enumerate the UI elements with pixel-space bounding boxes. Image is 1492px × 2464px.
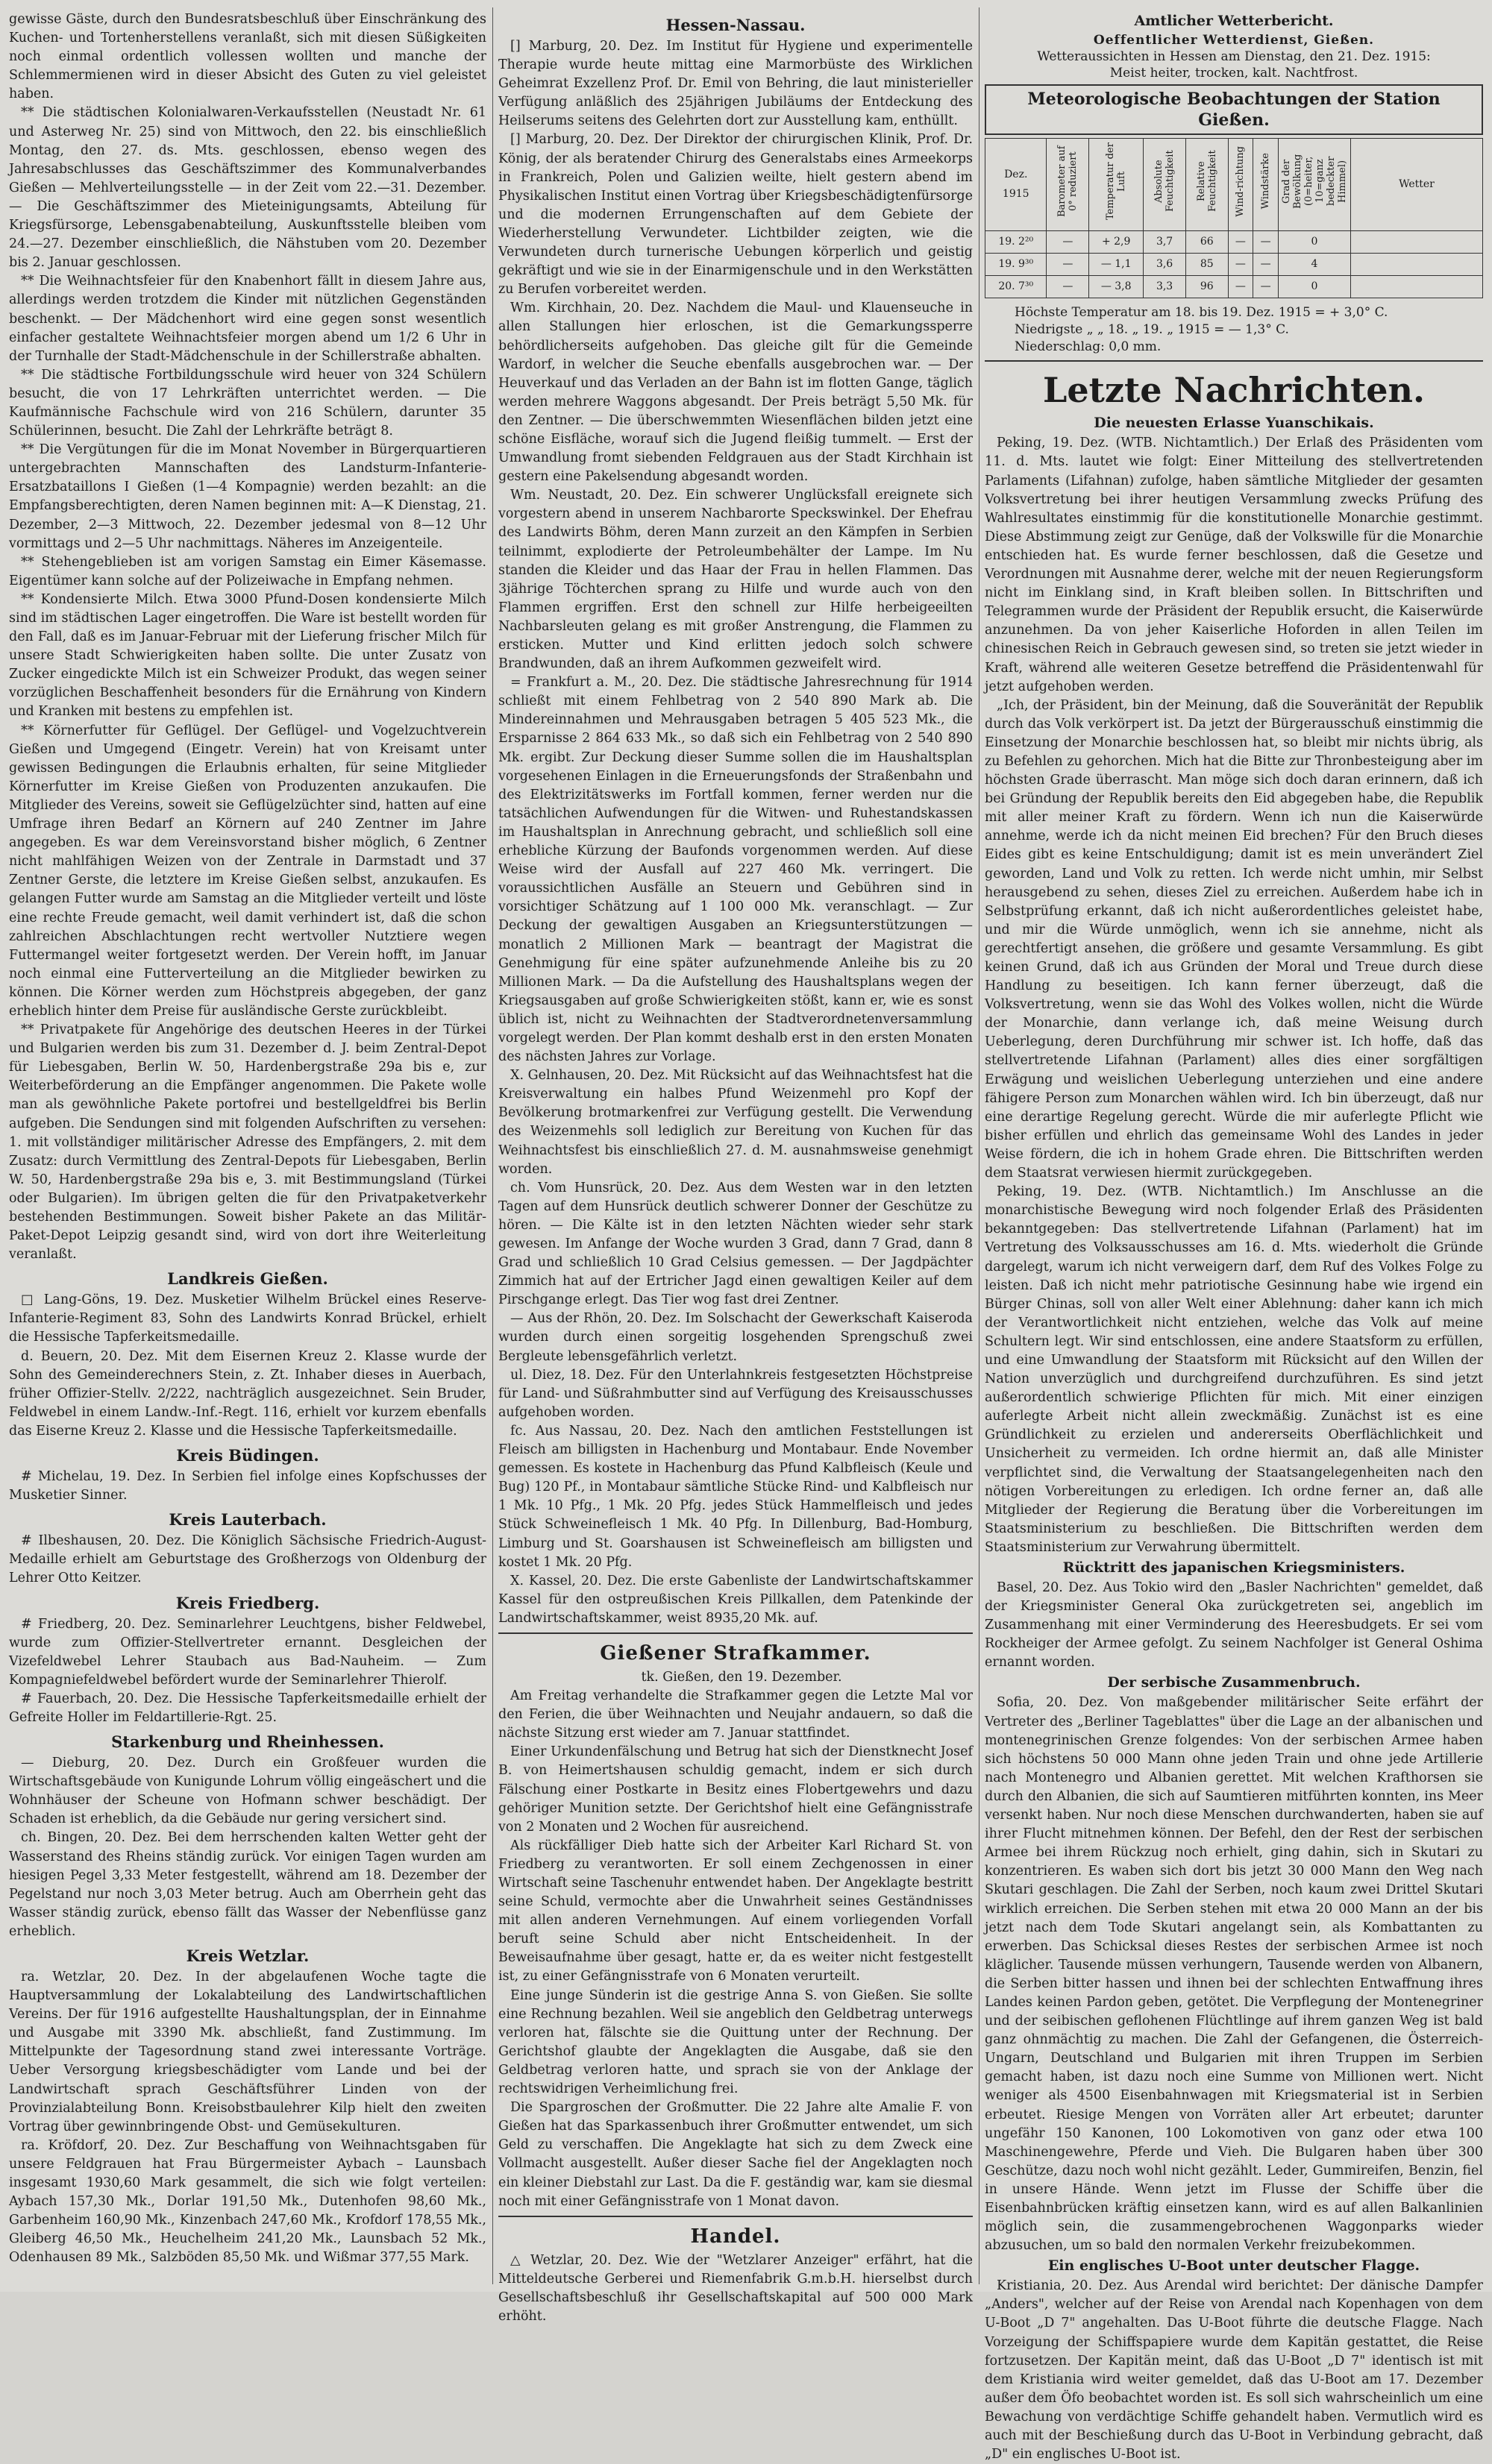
temp-high: Höchste Temperatur am 18. bis 19. Dez. 1915 = + 3,0° C. <box>1015 305 1388 321</box>
letzte-nachrichten-heading: Letzte Nachrichten. <box>1043 370 1425 411</box>
article-paragraph: Als rückfälliger Dieb hatte sich der Arbeiter Karl Richard St. von Friedberg zu verantworten. Er soll einem Zechgenossen in einer Wirtschaft seine Taschenuhr entwendet haben. Der Angeklagte bestritt seine Schuld, vermochte aber die Unwahrheit seines Geständnisses mit allen anderen Vernehmungen. Auf einem vorliegenden Vorfall beruft seine Schuld aber nicht Entscheidenheit. In der Beweisaufnahme über gesagt, hatte er, da es weiter nicht festgestellt ist, zu einer Gefängnisstrafe von 6 Monaten verurteilt. <box>498 1838 973 1984</box>
article-paragraph: △ Wetzlar, 20. Dez. Wie der "Wetzlarer Anzeiger" erfährt, hat die Mitteldeutsche Gerberei und Riemenfabrik G.m.b.H. hierselbst durch Gesellschaftsbeschluß ihr Gesellschaftskapital auf 500 000 Mark erhöht. <box>498 2252 973 2324</box>
article-paragraph: ** Die städtische Fortbildungsschule wird heuer von 324 Schülern besucht, die von 17 Lehrkräften unterrichtet werden. — Die Kaufmännische Fachschule wird von 216 Schülern, darunter 35 Schülerinnen, besucht. Die Zahl der Lehrkräfte beträgt 8. <box>9 367 486 439</box>
column-rule <box>492 7 493 2284</box>
article-paragraph: Basel, 20. Dez. Aus Tokio wird den „Basler Nachrichten" gemeldet, daß der Kriegsminister General Oka zurückgetreten sei, angeblich im Zusammenhang mit einer Verminderung des Heeresbudgets. Er sei vom Rockheiger der Armee gefolgt. Zu seinem Nachfolger ist General Oshima ernannt worden. <box>985 1580 1483 1671</box>
article-paragraph: # Michelau, 19. Dez. In Serbien fiel infolge eines Kopfschusses der Musketier Sinner. <box>9 1469 486 1503</box>
article-paragraph: □ Lang-Göns, 19. Dez. Musketier Wilhelm Brückel eines Reserve-Infanterie-Regiment 83, Sohn des Landwirts Konrad Brückel, erhielt die Hessische Tapferkeitsmedaille. <box>9 1292 486 1345</box>
article-paragraph: ch. Vom Hunsrück, 20. Dez. Aus dem Westen war in den letzten Tagen auf dem Hunsrück deutlich schwerer Donner der Geschütze zu hören. — Die Kälte ist in den letzten Nächten wieder sehr stark gewesen. Im Anfange der Woche wurden 3 Grad, dann 7 Grad, dann 8 Grad und schließlich 10 Grad Celsius gemessen. — Der Jagdpächter Zimmich hat auf der Ertricher Jagd einen gewaltigen Keiler auf dem Pirschgange erlegt. Das Tier wog fast drei Zentner. <box>498 1180 973 1308</box>
article-paragraph: = Frankfurt a. M., 20. Dez. Die städtische Jahresrechnung für 1914 schließt mit einem Fehlbetrag von 2 540 890 Mark ab. Die Mindereinnahmen und Mehrausgaben betragen 5 405 523 Mk., die Ersparnisse 2 864 633 Mk., so daß sich ein Fehlbetrag von 2 540 890 Mk. ergibt. Zur Deckung dieser Summe sollen die im Haushaltsplan vorgesehenen Einlagen in die Erneuerungsfonds der Straßenbahn und des Elektrizitätswerks im Fortfall kommen, ferner werden nur die tatsächlichen Aufwendungen für die Witwen- und Ruhestandskassen im Haushaltsplan in Anrechnung gebracht, und schließlich soll eine erhebliche Kürzung der Baufonds vorgenommen werden. Auf diese Weise wird der Ausfall auf 227 460 Mk. verringert. Die voraussichtlichen Ausfälle an Steuern und Gebühren sind in vorsichtiger Schätzung auf 1 100 000 Mk. veranschlagt. — Zur Deckung der gewaltigen Ausgaben an Kriegsunterstützungen — monatlich 2 Millionen Mark — beantragt der Magistrat die Genehmigung für eine später aufzunehmende Anleihe bis zu 20 Millionen Mark. — Da die Aufstellung des Haushaltsplans wegen der Kriegsausgaben auf große Schwierigkeiten stößt, kann er, wie es sonst üblich ist, nicht zu Weihnachten der Stadtverordnetenversammlung vorgelegt werden. Der Plan kommt deshalb erst in den ersten Monaten des nächsten Jahres zur Vorlage. <box>498 675 973 1065</box>
article-paragraph: ** Kondensierte Milch. Etwa 3000 Pfund-Dosen kondensierte Milch sind im städtischen Lager eingetroffen. Die Ware ist bestellt worden für den Fall, daß es im Januar-Februar mit der Lieferung frischer Milch für unsere Stadt Schwierigkeiten haben sollte. Die unter Zusatz von Zucker eingedickte Milch ist ein Schweizer Produkt, das wegen seiner vorzüglichen Beschaffenheit besonders für die Ernährung von Kindern und Kranken mit bestens zu empfehlen ist. <box>9 591 486 720</box>
subheading: Rücktritt des japanischen Kriegsministers. <box>1062 1559 1405 1576</box>
article-paragraph: gewisse Gäste, durch den Bundesratsbeschluß über Einschränkung des Kuchen- und Tortenherstellens veranlaßt, sich mit diesen Süßigkeiten noch einmal ordentlich vollessen wollten und manche der Schlemmermienen wird in dieser Absicht des Guten zu viel geleistet haben. <box>9 12 486 102</box>
article-paragraph: Wm. Neustadt, 20. Dez. Ein schwerer Unglücksfall ereignete sich vorgestern abend in unserem Nachbarorte Speckswinkel. Der Ehefrau des Landwirts Böhm, deren Mann zurzeit an den Kämpfen in Serbien teilnimmt, explodierte der Petroleumbehälter der Lampe. Im Nu standen die Kleider und das Haar der Frau in hellen Flammen. Das 3jährige Töchterchen sprang zu Hilfe und wurde auch von den Flammen ergriffen. Erst den schnell zur Hilfe herbeigeeilten Nachbarsleuten gelang es mit großer Anstrengung, die Flammen zu ersticken. Mutter und Kind erlitten jedoch solch schwere Brandwunden, daß an ihrem Aufkommen gezweifelt wird. <box>498 488 973 672</box>
subheading: Die neuesten Erlasse Yuanschikais. <box>1094 415 1374 432</box>
precipitation: Niederschlag: 0,0 mm. <box>1015 339 1162 355</box>
article-paragraph: ** Die Vergütungen für die im Monat November in Bürgerquartieren untergebrachten Mannschaften des Landsturm-Infanterie-Ersatzbataillons I Gießen (1—4 Kompagnie) werden bezahlt: an die Empfangsberechtigten, deren Namen beginnen mit: A—K Dienstag, 21. Dezember, 2—3 Mittwoch, 22. Dezember jedesmal von 8—12 Uhr vormittags und 2—5 Uhr nachmittags. Näheres im Anzeigenteile. <box>9 442 486 551</box>
weather-service: Oeffentlicher Wetterdienst, Gießen. <box>1093 33 1375 48</box>
met-header: Absolute Feuchtigkeit <box>1144 139 1186 231</box>
article-paragraph: ** Die Weihnachtsfeier für den Knabenhort fällt in diesem Jahre aus, allerdings werden trotzdem die Kinder mit nützlichen Gegenständen beschenkt. — Der Mädchenhort wird eine gegen sonst wesentlich einfacher gestaltete Weihnachtsfeier morgen abend um 1/2 6 Uhr in der Turnhalle der Stadt-Mädchenschule in der Schillerstraße abhalten. <box>9 274 486 364</box>
section-heading: Kreis Büdingen. <box>176 1446 319 1465</box>
article-paragraph: Wm. Kirchhain, 20. Dez. Nachdem die Maul- und Klauenseuche in allen Stallungen hier erloschen, ist die Gemarkungssperre behördlicherseits aufgehoben. Das gleiche gilt für die Gemeinde Wardorf, in welcher die Seuche ebenfalls ausgebrochen war. — Der Heuverkauf und das Verladen an der Bahn ist im flotten Gange, täglich werden mehrere Waggons abgesandt. Der Preis beträgt 5,50 Mk. für den Zentner. — Die überschwemmten Wiesenflächen bilden jetzt eine schöne Eisfläche, worauf sich die Jugend fleißig tummelt. — Erst der Umwandlung fromt siebenden Feldgrauen aus der Stadt Kirchhain ist gestern eine Pakelsendung abgesandt worden. <box>498 301 973 485</box>
column-middle <box>498 10 973 2324</box>
article-paragraph: Sofia, 20. Dez. Von maßgebender militärischer Seite erfährt der Vertreter des „Berliner Tageblattes" über die Lage an der albanischen und montenegrinischen Grenze folgendes: Von der serbischen Armee haben sich höchstens 50 000 Mann ohne jeden Train und ohne jede Artillerie nach Montenegro und Albanien gerettet. Mit welchen Krafthorsen sie durch den Albanien, die sich auf Saumtieren mitführten konnten, ins Meer versenkt haben. Nur noch diese Menschen durchwanderten, haben sie auf ihrer Flucht mitnehmen können. Der Befehl, den der Rest der serbischen Armee bei ihrem Rückzug noch erhielt, ging dahin, sich in Skutari zu konzentrieren. Es waben sich dort bis jetzt 30 000 Mann den Weg nach Skutari geschlagen. Die Zahl der Serben, noch kaum zwei Drittel Skutari wirklich erreichen. Die Serben stehen mit etwa 20 000 Mann an der bis jetzt nach dem Tode Skutari angelangt sein, als Kombattanten zu erwerben. Das Schicksal dieses Restes der serbischen Armee ist noch kläglicher. Tausende müssen verhungern, Tausende werden von Albanern, die Serben bitter hassen und ihnen bei der schlechten Entwaffnung ihres Landes keinen Pardon geben, getötet. Die Verpflegung der Montenegriner und der seibischen geflohenen Flüchtlinge auf ihrem ganzen Weg ist bald ganz ohnmächtig zu machen. Die Zahl der Gefangenen, die Österreich-Ungarn, Deutschland und Bulgarien mit ihren Truppen im Serbien gemacht haben, ist dazu noch eine Summe von Millionen wert. Nicht weniger als 4500 Eisenbahnwagen mit Kriegsmaterial ist in Serbien erbeutet. Riesige Mengen von Vorräten aller Art erbeutet; darunter ungefähr 150 Kanonen, 100 Lokomotiven von ganz oder etwa 100 Maschinengewehre, Pferde und Vieh. Die Bulgaren haben über 300 Geschütze, dazu noch wohl nicht gezählt. Leder, Gummireifen, Benzin, fiel in unsere Hände. Wenn jetzt im Flusse der Schiffe über die Eisenbahnbrücken kräftig einsetzen kann, wird es auf allen Balkanlinien möglich sein, die zusammengebrochenen Waggonparks wieder abzusuchen, um so bald den normalen Verkehr freizubekommen. <box>985 1695 1483 2254</box>
weather-forecast-text: Meist heiter, trocken, kalt. Nachtfrost. <box>1109 66 1358 81</box>
column-right <box>985 10 1483 2463</box>
met-row: 19. 2²⁰ — + 2,9 3,7 66 — — 0 <box>985 231 1483 254</box>
section-heading: Landkreis Gießen. <box>167 1269 328 1289</box>
divider <box>498 1632 973 1634</box>
article-paragraph: ra. Kröfdorf, 20. Dez. Zur Beschaffung von Weihnachtsgaben für unsere Feldgrauen hat Frau Bürgermeister Aybach – Launsbach insgesamt 1930,60 Mark gesammelt, die sich wie folgt verteilen: Aybach 157,30 Mk., Dorlar 191,50 Mk., Dutenhofen 98,60 Mk., Garbenheim 160,90 Mk., Kinzenbach 247,60 Mk., Krofdorf 178,55 Mk., Gleiberg 46,50 Mk., Heuchelheim 241,20 Mk., Launsbach 52 Mk., Odenhausen 89 Mk., Salzböden 85,50 Mk. und Wißmar 377,55 Mark. <box>9 2137 486 2266</box>
section-heading: Kreis Wetzlar. <box>186 1946 310 1965</box>
met-header: Temperatur der Luft <box>1089 139 1144 231</box>
section-heading: Gießener Strafkammer. <box>600 1641 871 1665</box>
article-paragraph: — Dieburg, 20. Dez. Durch ein Großfeuer wurden die Wirtschaftsgebäude von Kunigunde Lohrum völlig eingeäschert und die Wohnhäuser der Scheune von Hofmann schwer beschädigt. Der Schaden ist erheblich, da die Gebäude nur gering versichert sind. <box>9 1756 486 1827</box>
article-paragraph: Einer Urkundenfälschung und Betrug hat sich der Dienstknecht Josef B. von Heimertshausen schuldig gemacht, indem er sich durch Fälschung einer Postkarte in Besitz eines Flobertgewehrs und dazu gehöriger Munition setzte. Der Gerichtshof hielt eine Gefängnisstrafe von 2 Monaten und 2 Wochen für ausreichend. <box>498 1744 973 1835</box>
subheading: Ein englisches U-Boot unter deutscher Flagge. <box>1047 2257 1420 2275</box>
temp-low: Niedrigste „ „ 18. „ 19. „ 1915 = — 1,3° C. <box>1015 322 1289 338</box>
article-paragraph: ch. Bingen, 20. Dez. Bei dem herrschenden kalten Wetter geht der Wasserstand des Rheins ständig zurück. Vor einigen Tagen wurden am hiesigen Pegel 3,33 Meter festgestellt, während am 18. Dezember der Pegelstand nur noch 3,03 Meter betrug. Auch am Oberrhein geht das Wasser ständig zurück, ebenso fällt das Wasser der Nebenflüsse ganz erheblich. <box>9 1830 486 1939</box>
article-paragraph: Kristiania, 20. Dez. Aus Arendal wird berichtet: Der dänische Dampfer „Anders", welcher auf der Reise von Arendal nach Kopenhagen von dem U-Boot „D 7" angehalten. Das U-Boot führte die deutsche Flagge. Nach Vorzeigung der Schiffspapiere wurde dem Kapitän gestattet, die Reise fortzusetzen. Der Kapitän meint, daß das U-Boot „D 7" identisch ist mit dem Kristiania wird weiter gemeldet, daß das U-Boot am 17. Dezember außer dem Öfo beobachtet worden ist. Es soll sich wahrscheinlich um eine Bewachung von verdächtige Schiffe gehandelt haben. Vermutlich wird es auch mit der Beschießung durch das U-Boot in Verbindung gebracht, daß „D" ein englisches U-Boot ist. <box>985 2278 1483 2463</box>
article-paragraph: Am Freitag verhandelte die Strafkammer gegen die Letzte Mal vor den Ferien, die über Weihnachten und Neujahr andauern, so daß die nächste Sitzung erst wieder am 7. Januar stattfindet. <box>498 1688 973 1741</box>
section-heading: Starkenburg und Rheinhessen. <box>111 1732 384 1752</box>
met-header: Dez. 1915 <box>985 139 1047 231</box>
weather-report-title: Amtlicher Wetterbericht. <box>1134 13 1334 29</box>
subheading: Der serbische Zusammenbruch. <box>1107 1674 1361 1691</box>
article-paragraph: Peking, 19. Dez. (WTB. Nichtamtlich.) Im Anschlusse an die monarchistische Bewegung wird noch folgender Erlaß des Präsidenten bekanntgegeben: Das stellvertretende Lifahnan (Parlament) hat im Vertretung des Volksausschusses am 16. d. Mts. wiederholt die Gründe dargelegt, warum ich nicht verweigern darf, dem Ruf des Volkes Folge zu leisten. Daß ich nicht mehr patriotische Gesinnung habe wie irgend ein Bürger Chinas, soll von aller Welt einer Ablehnung: daher kann ich mich der Verantwortlichkeit nicht entziehen, welche das Volk auf meine Schultern legt. Wir sind entschlossen, eine andere Staatsform zu erfüllen, und eine Umwandlung der Staatsform mit Rücksicht auf den Willen der Nation unverzüglich und durchgreifend durchzuführen. Es sind jetzt außerordentlich schwierige Pflichten für mich. Mit einer einzigen auferlegte Arbeit nicht allein zweckmäßig. Zunächst ist es eine Gründlichkeit zu erzielen und andererseits Oberflächlichkeit und Unsicherheit zu vermeiden. Ich ordne hiermit an, daß alle Minister verpflichtet sind, die Verwaltung der Staatsangelegenheiten nach den nötigen Vorbereitungen zu erledigen. Ich ordne ferner an, daß alle Mitglieder der Regierung die Beratung über die Vorbereitungen im Staatsministerium zu beschließen. Die Bittschriften werden dem Staatsministerium zur Verwahrung übermittelt. <box>985 1184 1483 1555</box>
article-paragraph: ra. Wetzlar, 20. Dez. In der abgelaufenen Woche tagte die Hauptversammlung der Lokalabteilung des Landwirtschaftlichen Vereins. Der für 1916 aufgestellte Haushaltungsplan, der in Einnahme und Ausgabe mit 3390 Mk. abschließt, fand Zustimmung. Im Mittelpunkte der Tagesordnung stand zwei interessante Vorträge. Ueber Versorgung kriegsbeschädigter vom Lande und bei der Landwirtschaft sprach Geschäftsführer Linden von der Provinzialabteilung Bonn. Kreisobstbaulehrer Kilp hielt den zweiten Vortrag über gewinnbringende Obst- und Gemüsekulturen. <box>9 1970 486 2134</box>
met-row: 19. 9³⁰ — — 1,1 3,6 85 — — 4 <box>985 254 1483 276</box>
column-left <box>9 10 486 2284</box>
met-header: Wind-richtung <box>1228 139 1253 231</box>
met-row: 20. 7³⁰ — — 3,8 3,3 96 — — 0 <box>985 276 1483 298</box>
article-paragraph: ul. Diez, 18. Dez. Für den Unterlahnkreis festgesetzten Höchstpreise für Land- und Süßrahmbutter sind auf Verfügung des Kreisausschusses aufgehoben worden. <box>498 1367 973 1420</box>
article-paragraph: X. Kassel, 20. Dez. Die erste Gabenliste der Landwirtschaftskammer Kassel für den ostpreußischen Kreis Pillkallen, dem Patenkinde der Landwirtschaftskammer, weist 8935,20 Mk. auf. <box>498 1573 973 1626</box>
article-paragraph: # Fauerbach, 20. Dez. Die Hessische Tapferkeitsmedaille erhielt der Gefreite Holler im Feldartillerie-Rgt. 25. <box>9 1691 486 1725</box>
article-paragraph: ** Privatpakete für Angehörige des deutschen Heeres in der Türkei und Bulgarien werden bis zum 31. Dezember d. J. beim Zentral-Depot für Liebesgaben, Berlin W. 50, Hardenbergstraße 29a bis e, zur Weiterbeförderung an die Empfänger angenommen. Die Pakete wolle man als gewöhnliche Pakete portofrei und bestellgeldfrei bis Berlin aufgeben. Die Sendungen sind mit folgenden Aufschriften zu versehen: 1. mit vollständiger militärischer Adresse des Empfängers, 2. mit dem Zusatz: durch Vermittlung des Zentral-Depots für Liebesgaben, Berlin W. 50, Hardenbergstraße 29a bis e, 3. mit Bestimmungsland (Türkei oder Bulgarien). Im übrigen gelten die für den Privatpaketverkehr bestehenden Bestimmungen. Soweit bisher Pakete an das Militär-Paket-Depot Leipzig gesandt sind, wird von dort ihre Weiterleitung veranlaßt. <box>9 1022 486 1263</box>
met-obs-title: Meteorologische Beobachtungen der Station Gießen. <box>985 84 1483 135</box>
met-header: Wetter <box>1351 139 1483 231</box>
met-header: Windstärke <box>1253 139 1279 231</box>
weather-forecast-line: Wetteraussichten in Hessen am Dienstag, den 21. Dez. 1915: <box>1037 49 1431 64</box>
article-paragraph: d. Beuern, 20. Dez. Mit dem Eisernen Kreuz 2. Klasse wurde der Sohn des Gemeinderechners Stein, z. Zt. Inhaber dieses in Auerbach, früher Offizier-Stellv. 2/222, nachträglich ausgezeichnet. Sein Bruder, Feldwebel in einem Landw.-Inf.-Regt. 116, erhielt vor kurzem ebenfalls das Eiserne Kreuz 2. Klasse und die Hessische Tapferkeitsmedaille. <box>9 1348 486 1439</box>
dateline: tk. Gießen, den 19. Dezember. <box>641 1669 842 1685</box>
article-paragraph: Eine junge Sünderin ist die gestrige Anna S. von Gießen. Sie sollte eine Rechnung bezahlen. Weil sie angeblich den Geldbetrag unterwegs verloren hat, fälschte sie die Quittung unter der Rechnung. Der Gerichtshof glaubte der Angeklagten die Ausgabe, daß sie den Geldbetrag verloren hatte, und sprach sie von der Anklage der rechtswidrigen Verheimlichung frei. <box>498 1987 973 2097</box>
article-paragraph: [] Marburg, 20. Dez. Im Institut für Hygiene und experimentelle Therapie wurde heute mittag eine Marmorbüste des Wirklichen Geheimrat Exzellenz Prof. Dr. Emil von Behring, die laut ministerieller Verfügung anläßlich des 25jährigen Jubiläums der Entdeckung des Heilserums seitens des Gelehrten dort zur Ausstellung kam, enthüllt. <box>498 39 973 129</box>
article-paragraph: — Aus der Rhön, 20. Dez. Im Solschacht der Gewerkschaft Kaiseroda wurden durch einen sorgeitig losgehenden Sprengschuß zwei Bergleute lebensgefährlich verletzt. <box>498 1311 973 1364</box>
article-paragraph: ** Stehengeblieben ist am vorigen Samstag ein Eimer Käsemasse. Eigentümer kann solche auf der Polizeiwache in Empfang nehmen. <box>9 554 486 588</box>
met-header: Grad der Bewölkung (0=heiter, 10=ganz bedeckter Himmel) <box>1279 139 1351 231</box>
article-paragraph: X. Gelnhausen, 20. Dez. Mit Rücksicht auf das Weihnachtsfest hat die Kreisverwaltung ein halbes Pfund Weizenmehl pro Kopf der Bevölkerung brotmarkenfrei zur Verfügung gestellt. Die Verwendung des Weizenmehls soll lediglich zur Bereitung von Kuchen für das Weihnachtsfest bis einschließlich 27. d. M. ausnahmsweise genehmigt worden. <box>498 1068 973 1177</box>
article-paragraph: [] Marburg, 20. Dez. Der Direktor der chirurgischen Klinik, Prof. Dr. König, der als beratender Chirurg des Generalstabs eines Armeekorps in Frankreich, Polen und Galizien weilte, hielt gestern abend im Physikalischen Institut einen Vortrag über Kriegsbeschädigtenfürsorge und die modernen Errungenschaften auf dem Gebiete der Wiederherstellung Verwundeter. Lichtbilder zeigten, wie die Verwundeten durch turnerische Uebungen körperlich und geistig gekräftigt und wie sie in der Einarmigenschule und in den Werkstätten zu Berufen vorbereitet werden. <box>498 132 973 298</box>
met-header: Relative Feuchtigkeit <box>1185 139 1228 231</box>
article-paragraph: ** Die städtischen Kolonialwaren-Verkaufsstellen (Neustadt Nr. 61 und Asterweg Nr. 25) sind von Mittwoch, den 22. bis einschließlich Montag, den 27. ds. Mts. geschlossen, ebenso wegen des Jahresabschlusses das Geschäftszimmer des Kommunalverbandes Gießen — Mehlverteilungsstelle — in der Zeit vom 22.—31. Dezember. — Die Geschäftszimmer des Mieteinigungsamts, Abteilung für Kriegsfürsorge, Lebensgabenabteilung, Auskunftsstelle bleiben vom 24.—27. Dezember einschließlich, die Nähstuben vom 20. Dezember bis 2. Januar geschlossen. <box>9 105 486 271</box>
article-paragraph: „Ich, der Präsident, bin der Meinung, daß die Souveränität der Republik durch das Volk verkörpert ist. Da jetzt der Bürgerausschuß einstimmig die Einsetzung der Monarchie beschlossen hat, so bleibt mir nichts übrig, als zu Befehlen zu gehorchen. Mich hat die Bitte zur Thronbesteigung aber im höchsten Grade überrascht. Man möge sich doch daran erinnern, daß ich bei Gründung der Republik bereits den Eid abgegeben habe, die Republik mit aller meiner Kraft zu fördern. Wenn ich nun die Kaiserwürde annehme, werde ich da nicht meinen Eid brechen? Für den Bruch dieses Eides gibt es keine Entschuldigung; damit ist es mein unverändert Ziel geworden, Land und Volk zu retten. Ich werde nicht umhin, mir Selbst herausgebend zu sehen, dieses Ziel zu erreichen. Außerdem habe ich in Selbstprüfung erkannt, daß ich nicht außerordentliches geleistet habe, und mir die Würde unmöglich, wenn ich sie annehme, nicht als gerechtfertigt ansehen, die größere und gesamte Versammlung. Es gibt keinen Grund, daß ich aus Gründen der Moral und Treue durch diese Handlung zu beseitigen. Ich kann ferner überzeugt, daß die Volksvertretung, wenn sie das Wohl des Volkes wollen, nicht die Würde der Monarchie, dann verlange ich, daß meine Weisung durch Ueberlegung, deren Durchführung mir schwer ist. Ich hoffe, daß das stellvertretende Lifahnan (Parlament) alles dies einer sorgfältigen Erwägung und weislichen Ueberlegung unterziehen und eine andere fähigere Person zum Monarchen wählen wird. Ich bin überzeugt, daß nur eine derartige Regelung gerecht. Würde die mir auferlegte Pflicht wie bisher erfüllen und ehrlich das gemeinsame Wohl des Landes in jeder Weise fördern, die ich in hohem Grade ehren. Die Bittschriften werden dem Staatsrat verwiesen hiermit zurückgegeben. <box>985 697 1483 1181</box>
article-paragraph: Die Spargroschen der Großmutter. Die 22 Jahre alte Amalie F. von Gießen hat das Sparkassenbuch ihrer Großmutter entwendet, um sich Geld zu verschaffen. Die Angeklagte hat sich zu dem Zweck eine Vollmacht ausgestellt. Außer dieser Sache fiel der Angeklagten noch ein kleiner Diebstahl zur Last. Da die F. geständig war, kam sie diesmal noch mit einer Gefängnisstrafe von 1 Monat davon. <box>498 2100 973 2209</box>
article-paragraph: # Friedberg, 20. Dez. Seminarlehrer Leuchtgens, bisher Feldwebel, wurde zum Offizier-Stellvertreter ernannt. Desgleichen der Vizefeldwebel Lehrer Staubach aus Bad-Nauheim. — Zum Kompagniefeldwebel befördert wurde der Seminarlehrer Thierolf. <box>9 1616 486 1688</box>
section-heading: Kreis Lauterbach. <box>169 1510 327 1530</box>
article-paragraph: Peking, 19. Dez. (WTB. Nichtamtlich.) Der Erlaß des Präsidenten vom 11. d. Mts. lautet wie folgt: Einer Mitteilung des stellvertretenden Parlaments (Lifahnan) zufolge, haben sämtliche Mitglieder der gesamten Volksvertretung bei ihrer heutigen Versammlung zwecks Prüfung des Wahlresultates einstimmig für die konstitutionelle Monarchie gestimmt. Diese Abstimmung zeigt zur Genüge, daß der Volkswille für die Monarchie entschieden hat. Es wurde ferner beschlossen, daß die Gesetze und Verordnungen mit Ausnahme derer, welche mit der neuen Regierungsform nicht im Einklang sind, in Kraft bleiben sollen. In Bittschriften und Telegrammen wurde der Präsident der Republik ersucht, die Kaiserwürde anzunehmen. Da von jeher Kaiserliche Hoforden in allen Teilen im chinesischen Reich in Gebrauch gewesen sind, so treten sie jetzt wieder in Kraft, während alle weiteren Gesetze betreffend die Präsidentenwahl für jetzt aufgehoben werden. <box>985 436 1483 694</box>
article-paragraph: # Ilbeshausen, 20. Dez. Die Königlich Sächsische Friedrich-August-Medaille erhielt am Geburtstage des Großherzogs von Oldenburg der Lehrer Otto Keitzer. <box>9 1533 486 1586</box>
article-paragraph: fc. Aus Nassau, 20. Dez. Nach den amtlichen Feststellungen ist Fleisch am billigsten in Hachenburg und Montabaur. Ende November gemessen. Es kostete in Hachenburg das Pfund Kalbfleisch (Keule und Bug) 120 Pf., in Montabaur sämtliche Stücke Rind- und Kalbfleisch nur 1 Mk. 10 Pfg., 1 Mk. 20 Pfg. jedes Stück Hammelfleisch und jedes Stück Schweinefleisch 1 Mk. 40 Pfg. In Dillenburg, Bad-Homburg, Limburg und St. Goarshausen ist Schweinefleisch am billigsten und kostet 1 Mk. 20 Pfg. <box>498 1423 973 1570</box>
met-header: Barometer auf 0° reduziert <box>1047 139 1089 231</box>
article-paragraph: ** Körnerfutter für Geflügel. Der Geflügel- und Vogelzuchtverein Gießen und Umgegend (Eingetr. Verein) hat von Kreisamt unter gewissen Bedingungen die Erlaubnis erhalten, für seine Mitglieder Körnerfutter im Kreise Gießen von Produzenten anzukaufen. Die Mitglieder des Vereins, soweit sie Geflügelzüchter sind, hatten auf eine Umfrage ihren Bedarf an Körnern auf 240 Zentner im Jahre angegeben. Es war dem Vereinsvorstand bisher möglich, 6 Zentner nicht mahlfähigen Weizen von der Zentrale in Darmstadt und 37 Zentner Gerste, die letztere im Kreise Gießen selbst, anzukaufen. Es gelangen Futter wurde am Samstag an die Mitglieder verteilt und löste eine rechte Freude gemacht, weil damit verhindert ist, daß die schon zahlreichen Abschlachtungen recht wertvoller Nutztiere wegen Futtermangel weiter fortgesetzt werden. Der Verein hofft, im Januar noch einmal eine Futterverteilung an die Mitglieder bewirken zu können. Die Körner werden zum Höchstpreis abgegeben, der ganz erheblich hinter dem Preise für ausländische Gerste zurückbleibt. <box>9 723 486 1019</box>
divider <box>498 2216 973 2217</box>
section-heading: Hessen-Nassau. <box>665 16 806 34</box>
section-heading: Handel. <box>690 2225 781 2248</box>
met-table <box>985 138 1483 298</box>
local-news-paras <box>9 10 486 1264</box>
section-heading: Kreis Friedberg. <box>175 1593 320 1612</box>
divider <box>985 360 1483 362</box>
